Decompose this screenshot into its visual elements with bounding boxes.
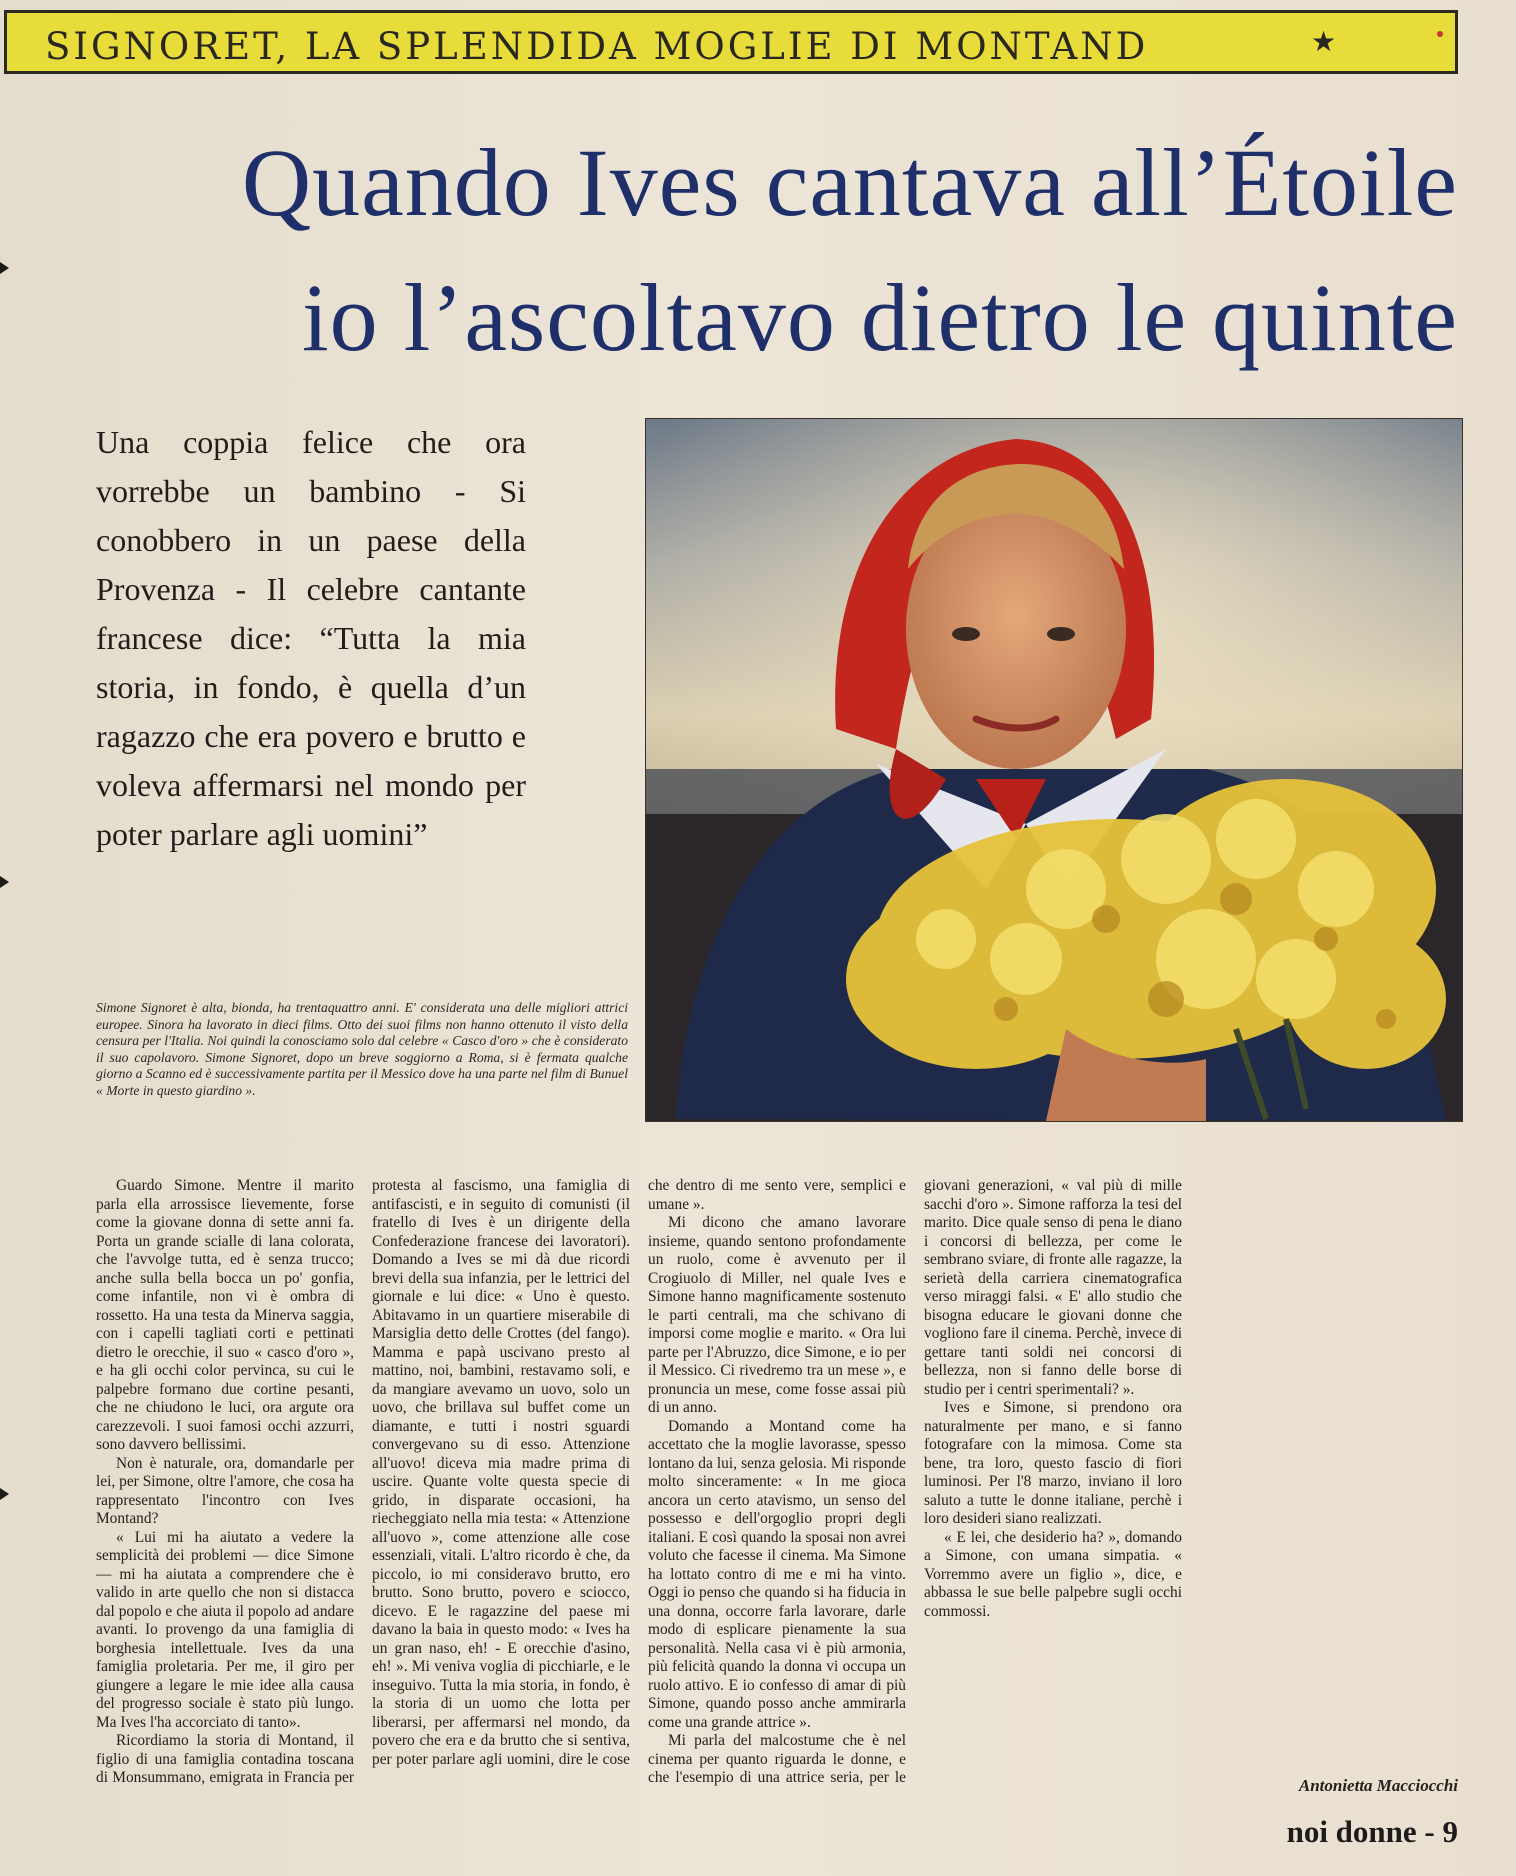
page-folio: noi donne - 9 [1286,1814,1458,1849]
margin-mark [0,262,9,274]
article-body [96,1177,1458,1795]
photo-caption: Simone Signoret è alta, bionda, ha trentaquattro anni. E' considerata una delle migliori attrici europee. Sinora ha lavorato in dieci films. Otto dei suoi films non hanno ottenuto il visto della censura per l'Italia. Noi quindi la conosciamo solo dal celebre « Casco d'oro » che è considerato il suo capolavoro. Simone Signoret, dopo un breve soggiorno a Roma, si è fermata qualche giorno a Scanno ed è successivamente partita per il Messico dove ha una parte nel film di Bunuel « Morte in questo giardino ». [96,1000,628,1098]
photo-signoret-with-mimosa [645,418,1463,1122]
author-signature: Antonietta Macciocchi [1298,1776,1458,1795]
headline-line-2: io l’ascoltavo dietro le quinte [302,264,1458,371]
article-deck: Una coppia felice che ora vorrebbe un bambino - Si conobbero in un paese della Provenza - Il celebre cantante francese dice: “Tutta la mia storia, in fondo, è quella d’un ragazzo che era povero e brutto e voleva affermarsi nel mondo per poter parlare agli uomini” [96,424,526,852]
body-paragraph: Non è naturale, ora, domandarle per lei, per Simone, oltre l'amore, che cosa ha rappresentato l'incontro con Ives Montand? [96,1454,354,1527]
photo-illustration [646,419,1462,1121]
body-paragraph: « E lei, che desiderio ha? », domando a Simone, con umana simpatia. « Vorremmo avere un figlio », dice, e abbassa le sue belle palpebre sugli occhi commossi. [924,1528,1182,1620]
body-paragraph: Guardo Simone. Mentre il marito parla ella arrossisce lievemente, forse come la giovane donna di sette anni fa. Porta un grande scialle di lana colorata, che l'avvolge tutta, ed è senza trucco; anche sulla bella bocca un po' gonfia, come infantile, non vi è ombra di rossetto. Ha una testa da Minerva saggia, con i capelli tagliati corti e pettinati dietro le orecchie, il suo « casco d'oro », e ha gli occhi color pervinca, su cui le palpebre formano due cortine pesanti, che ne chiudono le luci, ora argute ora carezzevoli. I suoi famosi occhi azzurri, sono davvero bellissimi. [96,1177,354,1453]
section-banner [4,10,1458,74]
headline-line-1: Quando Ives cantava all’Étoile [241,129,1458,236]
body-paragraph: Mi parla del malcostume che è nel cinema per quanto riguarda le donne, e che l'esempio di una attrice seria, per le giovani generazioni, « val più di mille sacchi d'oro ». Simone rafforza la tesi del marito. Dice quale senso di pena le diano i concorsi di bellezza, per come le sembrano sviare, di fronte alle ragazze, la serietà della carriera cinematografica verso miraggi falsi. « E' allo studio che bisogna educare le giovani donne che vogliono fare il cinema. Perchè, invece di gettare tanti soldi nei concorsi di bellezza, non si fanno delle borse di studio per i centri sperimentali? ». [648,1177,1182,1786]
body-paragraph: « Lui mi ha aiutato a vedere la semplicità dei problemi — dice Simone — mi ha aiutata a comprendere che è valido in arte quello che non si distacca dal popolo e che aiuta il popolo ad andare avanti. Io provengo da una famiglia di borghesia intellettuale. Ives da una famiglia proletaria. Per me, il giro per giungere a legare le mie idee alla causa del progresso sociale è stato più lungo. Ma Ives l'ha accorciato di tanto». [96,1528,354,1731]
banner-title: SIGNORET, LA SPLENDIDA MOGLIE DI MONTAND [45,25,1149,68]
margin-mark [0,1488,9,1500]
body-paragraph: Mi dicono che amano lavorare insieme, quando sentono profondamente un ruolo, come è avvenuto per il Crogiuolo di Miller, nel quale Ives e Simone hanno magnificamente sostenuto le parti centrali, ma che schivano di imporsi come moglie e marito. « Ora lui parte per l'Abruzzo, dice Simone, e io per il Messico. Ci rivedremo tra un mese », e pronuncia un mese, come fosse assai più di un anno. [648,1214,906,1416]
body-paragraph: Ricordiamo la storia di Montand, il figlio di una famiglia contadina toscana di Monsummano, emigrata in Francia per protesta al fascismo, una famiglia di antifascisti, e in seguito di comunisti (il fratello di Ives è un dirigente della Confederazione francese dei lavoratori). Domando a Ives se mi dà due ricordi brevi della sua infanzia, per le lettrici del giornale e lui dice: « Uno è questo. Abitavamo in un quartiere miserabile di Marsiglia detto delle Crottes (del fango). Mamma e papà uscivano presto al mattino, noi, bambini, restavamo soli, e da mangiare avevamo un uovo, solo un uovo, che brillava sul buffet come un diamante, e tutti i nostri sguardi convergevano su di esso. Attenzione all'uovo! diceva mia madre prima di uscire. Quante volte questa specie di grido, in disparate occasioni, ha riecheggiato nella mia testa: « Attenzione all'uovo », come attenzione alle cose essenziali, vitali. L'altro ricordo è che, da piccolo, io mi consideravo brutto, ero brutto. Sono brutto, povero e sciocco, dicevo. E le ragazzine del paese mi davano la baia in questo modo: « Ives ha un gran naso, eh! - E orecchie d'asino, eh! ». Mi veniva voglia di picchiarle, e le inseguivo. Tutta la mia storia, in fondo, è la storia di un uomo che lotta per liberarsi, per affermarsi nel mondo, da povero che era e da brutto che si sentiva, per poter parlare agli uomini, dire le cose che dentro di me sento vere, semplici e umane ». [96,1177,906,1786]
red-dot-mark [1437,31,1443,37]
body-paragraph: Ives e Simone, si prendono ora naturalmente per mano, e si fanno fotografare con la mimosa. Come sta bene, tra loro, questo fascio di fiori luminosi. Per l'8 marzo, inviano il loro saluto a tutte le donne italiane, perchè i loro desideri siano realizzati. [924,1399,1182,1527]
body-paragraph: Domando a Montand come ha accettato che la moglie lavorasse, spesso lontano da lui, senza gelosia. Mi risponde molto sinceramente: « In me gioca ancora un certo atavismo, un senso del possesso e dell'orgoglio propri degli italiani. E così quando la sposai non avrei voluto che facesse il cinema. Ma Simone ha lottato contro di me e mi ha vinto. Oggi io penso che quando si ha fiducia in una donna, occorre farla lavorare, darle modo di esplicare pienamente la sua personalità. Nella casa vi è più armonia, più felicità quando la donna vi occupa un ruolo attivo. E io confesso di amar di più Simone, quando posso anche ammirarla come una grande attrice ». [648,1417,906,1731]
star-icon: ★ [1311,25,1337,58]
margin-mark [0,876,9,888]
